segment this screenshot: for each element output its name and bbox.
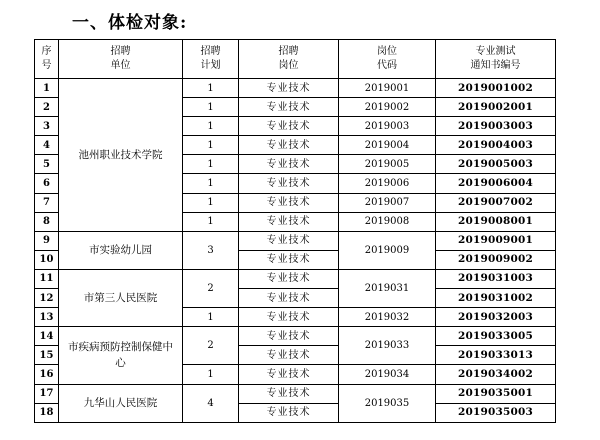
post-cell: 专业技术 <box>239 79 339 98</box>
plan-cell: 3 <box>183 231 239 269</box>
row-index-cell: 5 <box>35 155 59 174</box>
notice-number-cell: 2019032003 <box>436 308 556 327</box>
post-cell: 专业技术 <box>239 346 339 365</box>
code-cell: 2019034 <box>339 365 436 384</box>
plan-cell: 1 <box>183 117 239 136</box>
post-cell: 专业技术 <box>239 117 339 136</box>
plan-cell: 1 <box>183 79 239 98</box>
post-cell: 专业技术 <box>239 136 339 155</box>
post-cell: 专业技术 <box>239 384 339 403</box>
row-index-cell: 7 <box>35 193 59 212</box>
row-index-cell: 11 <box>35 269 59 288</box>
row-index-cell: 4 <box>35 136 59 155</box>
post-cell: 专业技术 <box>239 212 339 231</box>
code-cell: 2019031 <box>339 269 436 307</box>
post-cell: 专业技术 <box>239 250 339 269</box>
plan-cell: 1 <box>183 98 239 117</box>
notice-number-cell: 2019002001 <box>436 98 556 117</box>
plan-cell: 2 <box>183 327 239 365</box>
row-index-cell: 14 <box>35 327 59 346</box>
notice-number-cell: 2019034002 <box>436 365 556 384</box>
code-cell: 2019005 <box>339 155 436 174</box>
unit-cell: 池州职业技术学院 <box>59 79 183 232</box>
row-index-cell: 3 <box>35 117 59 136</box>
unit-cell: 九华山人民医院 <box>59 384 183 422</box>
table-row <box>35 79 556 98</box>
plan-cell: 1 <box>183 155 239 174</box>
section-heading: 一、体检对象: <box>72 13 188 33</box>
notice-number-cell: 2019007002 <box>436 193 556 212</box>
post-cell: 专业技术 <box>239 155 339 174</box>
plan-cell: 1 <box>183 174 239 193</box>
post-cell: 专业技术 <box>239 403 339 422</box>
row-index-cell: 2 <box>35 98 59 117</box>
plan-cell: 1 <box>183 308 239 327</box>
post-cell: 专业技术 <box>239 231 339 250</box>
plan-cell: 4 <box>183 384 239 422</box>
notice-number-cell: 2019004003 <box>436 136 556 155</box>
post-cell: 专业技术 <box>239 289 339 308</box>
notice-number-cell: 2019008001 <box>436 212 556 231</box>
plan-cell: 2 <box>183 269 239 307</box>
row-index-cell: 6 <box>35 174 59 193</box>
code-cell: 2019003 <box>339 117 436 136</box>
row-index-cell: 13 <box>35 308 59 327</box>
header-unit: 招聘 单位 <box>59 40 183 79</box>
notice-number-cell: 2019031003 <box>436 269 556 288</box>
notice-number-cell: 2019031002 <box>436 289 556 308</box>
row-index-cell: 17 <box>35 384 59 403</box>
unit-cell: 市疾病预防控制保健中心 <box>59 327 183 384</box>
notice-number-cell: 2019035001 <box>436 384 556 403</box>
code-cell: 2019007 <box>339 193 436 212</box>
unit-cell: 市实验幼儿园 <box>59 231 183 269</box>
post-cell: 专业技术 <box>239 98 339 117</box>
notice-number-cell: 2019033013 <box>436 346 556 365</box>
code-cell: 2019006 <box>339 174 436 193</box>
plan-cell: 1 <box>183 136 239 155</box>
unit-cell: 市第三人民医院 <box>59 269 183 326</box>
row-index-cell: 9 <box>35 231 59 250</box>
code-cell: 2019035 <box>339 384 436 422</box>
table-row <box>35 269 556 288</box>
table-row <box>35 231 556 250</box>
row-index-cell: 15 <box>35 346 59 365</box>
post-cell: 专业技术 <box>239 365 339 384</box>
post-cell: 专业技术 <box>239 308 339 327</box>
notice-number-cell: 2019003003 <box>436 117 556 136</box>
notice-number-cell: 2019033005 <box>436 327 556 346</box>
notice-number-cell: 2019005003 <box>436 155 556 174</box>
code-cell: 2019009 <box>339 231 436 269</box>
code-cell: 2019008 <box>339 212 436 231</box>
table-row <box>35 327 556 346</box>
row-index-cell: 12 <box>35 289 59 308</box>
table-body <box>35 79 556 423</box>
plan-cell: 1 <box>183 212 239 231</box>
header-index: 序 号 <box>35 40 59 79</box>
code-cell: 2019002 <box>339 98 436 117</box>
plan-cell: 1 <box>183 365 239 384</box>
header-plan: 招聘 计划 <box>183 40 239 79</box>
header-post: 招聘 岗位 <box>239 40 339 79</box>
table-row <box>35 384 556 403</box>
code-cell: 2019004 <box>339 136 436 155</box>
header-notice: 专业测试 通知书编号 <box>436 40 556 79</box>
post-cell: 专业技术 <box>239 174 339 193</box>
post-cell: 专业技术 <box>239 327 339 346</box>
code-cell: 2019033 <box>339 327 436 365</box>
row-index-cell: 18 <box>35 403 59 422</box>
row-index-cell: 16 <box>35 365 59 384</box>
notice-number-cell: 2019006004 <box>436 174 556 193</box>
notice-number-cell: 2019035003 <box>436 403 556 422</box>
exam-candidates-table <box>34 39 556 423</box>
row-index-cell: 8 <box>35 212 59 231</box>
post-cell: 专业技术 <box>239 269 339 288</box>
table-header-row <box>35 40 556 79</box>
header-code: 岗位 代码 <box>339 40 436 79</box>
code-cell: 2019001 <box>339 79 436 98</box>
code-cell: 2019032 <box>339 308 436 327</box>
post-cell: 专业技术 <box>239 193 339 212</box>
row-index-cell: 1 <box>35 79 59 98</box>
notice-number-cell: 2019009002 <box>436 250 556 269</box>
notice-number-cell: 2019009001 <box>436 231 556 250</box>
plan-cell: 1 <box>183 193 239 212</box>
notice-number-cell: 2019001002 <box>436 79 556 98</box>
row-index-cell: 10 <box>35 250 59 269</box>
